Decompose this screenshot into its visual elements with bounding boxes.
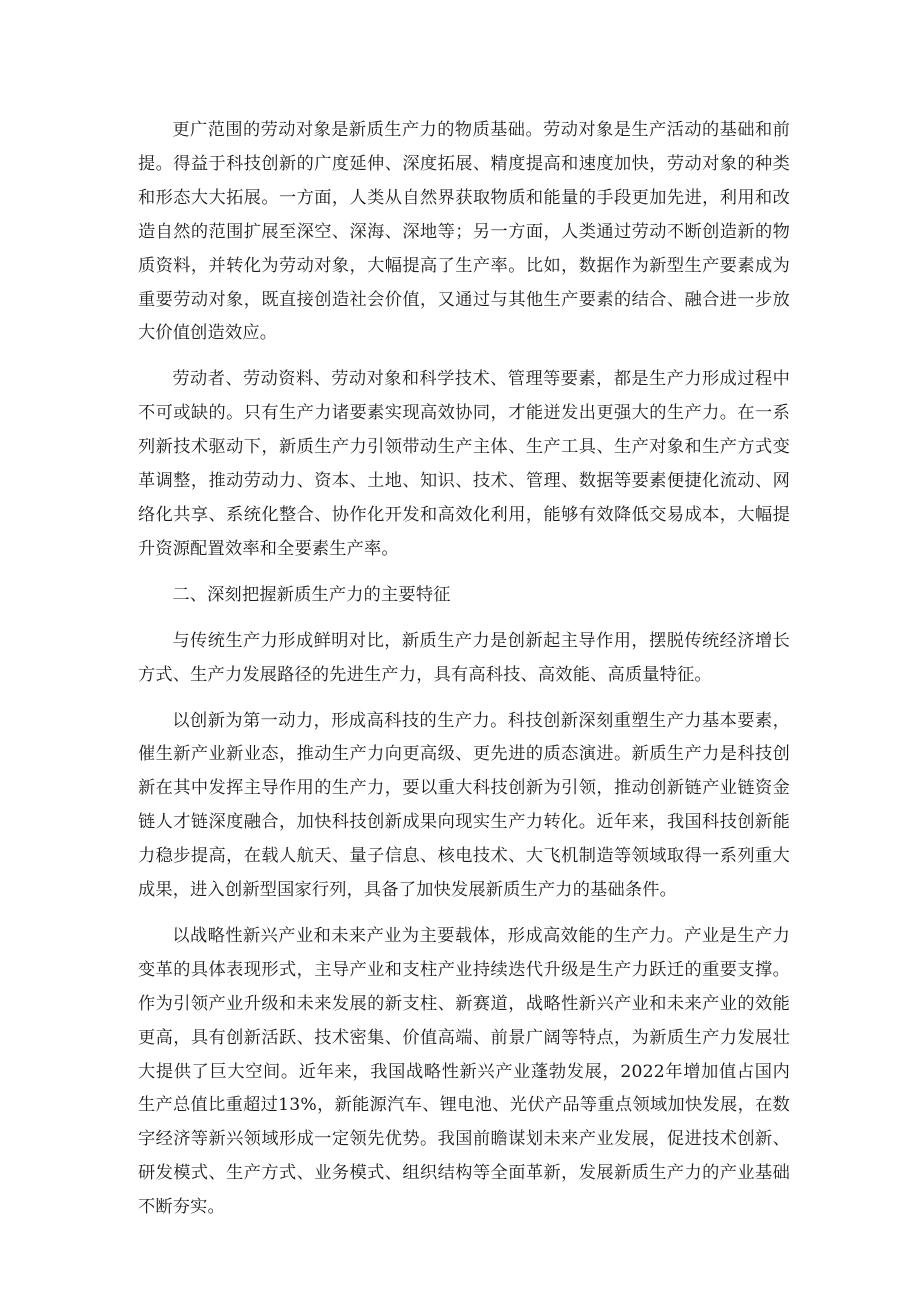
paragraph-productivity-elements: 劳动者、劳动资料、劳动对象和科学技术、管理等要素，都是生产力形成过程中不可或缺的。只有生产力诸要素实现高效协同，才能迸发出更强大的生产力。在一系列新技术驱动下，新质生产力引领带动生产主体、生产工具、生产对象和生产方式变革调整，推动劳动力、资本、土地、知识、技术、管理、数据等要素便捷化流动、网络化共享、系统化整合、协作化开发和高效化利用，能够有效降低交易成本，大幅提升资源配置效率和全要素生产率。 xyxy=(138,369,790,559)
document-body xyxy=(138,114,790,1237)
paragraph-contrast: 与传统生产力形成鲜明对比，新质生产力是创新起主导作用，摆脱传统经济增长方式、生产力发展路径的先进生产力，具有高科技、高效能、高质量特征。 xyxy=(138,630,790,685)
paragraph-emerging-industries: 以战略性新兴产业和未来产业为主要载体，形成高效能的生产力。产业是生产力变革的具体表现形式，主导产业和支柱产业持续迭代升级是生产力跃迁的重要支撑。作为引领产业升级和未来发展的新支柱、新赛道，战略性新兴产业和未来产业的效能更高，具有创新活跃、技术密集、价值高端、前景广阔等特点，为新质生产力发展壮大提供了巨大空间。近年来，我国战略性新兴产业蓬勃发展，2022年增加值占国内生产总值比重超过13%，新能源汽车、锂电池、光伏产品等重点领域加快发展，在数字经济等新兴领域形成一定领先优势。我国前瞻谋划未来产业发展，促进技术创新、研发模式、生产方式、业务模式、组织结构等全面革新，发展新质生产力的产业基础不断夯实。 xyxy=(138,925,790,1218)
paragraph-labor-objects: 更广范围的劳动对象是新质生产力的物质基础。劳动对象是生产活动的基础和前提。得益于科技创新的广度延伸、深度拓展、精度提高和速度加快，劳动对象的种类和形态大大拓展。一方面，人类从自然界获取物质和能量的手段更加先进，利用和改造自然的范围扩展至深空、深海、深地等；另一方面，人类通过劳动不断创造新的物质资料，并转化为劳动对象，大幅提高了生产率。比如，数据作为新型生产要素成为重要劳动对象，既直接创造社会价值，又通过与其他生产要素的结合、融合进一步放大价值创造效应。 xyxy=(138,120,790,344)
section-heading: 二、深刻把握新质生产力的主要特征 xyxy=(172,584,451,605)
paragraph-innovation: 以创新为第一动力，形成高科技的生产力。科技创新深刻重塑生产力基本要素，催生新产业新业态，推动生产力向更高级、更先进的质态演进。新质生产力是科技创新在其中发挥主导作用的生产力，要以重大科技创新为引领，推动创新链产业链资金链人才链深度融合，加快科技创新成果向现实生产力转化。近年来，我国科技创新能力稳步提高，在载人航天、量子信息、核电技术、大飞机制造等领域取得一系列重大成果，进入创新型国家行列，具备了加快发展新质生产力的基础条件。 xyxy=(138,710,790,901)
